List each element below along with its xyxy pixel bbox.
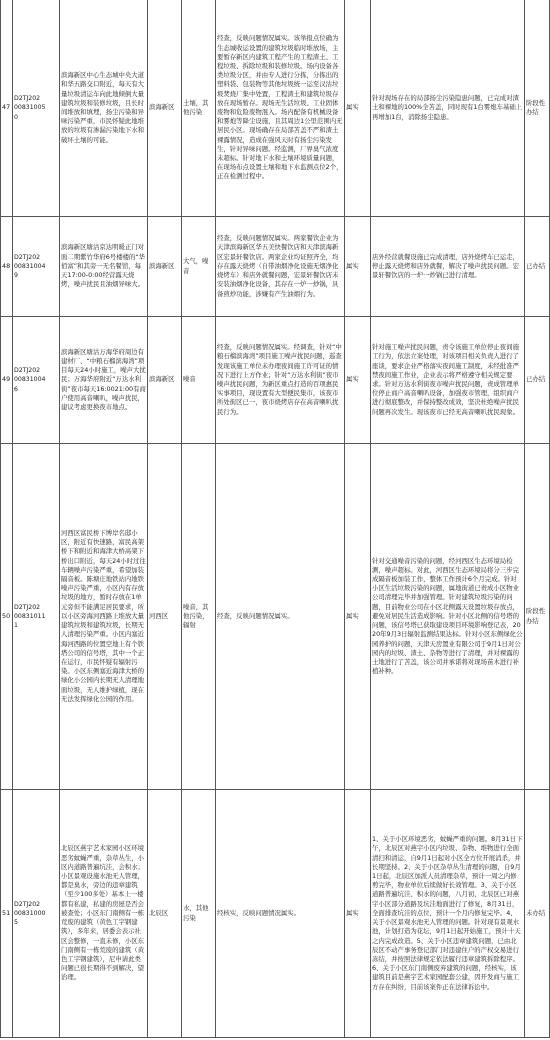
row-number: 47 — [1, 0, 13, 217]
completion-status: 未办结 — [525, 790, 550, 1038]
table-row-47 — [1, 0, 550, 217]
row-number: 48 — [1, 217, 13, 317]
case-id: D2TJ202 00831011 1 — [13, 444, 60, 790]
district: 滨海新区 — [148, 0, 182, 217]
case-id: D2TJ202 00831005 0 — [13, 0, 60, 217]
district: 滨海新区 — [148, 217, 182, 317]
pollution-type: 大气，噪音 — [182, 217, 216, 317]
district: 北辰区 — [148, 790, 182, 1038]
row-number: 49 — [1, 317, 13, 444]
complaint-description: 北辰区燕宇艺术家园小区环境恶劣蚊蝇严重，杂草丛生，小区内道路普遍坑洼，会积水；小区景观设施水池无人管理，都是臭水，旁边的违章建筑（至少100多处）基本上一楼都有私建，私建的房屋是否会被查处；小区东门南侧有一栋荒废的建筑（黄色工字钢建筑），多年来，居委会表示社区会整修，一直未修，小区东门南侧有一栋荒废的建筑（黄色工字钢建筑），尼申请此类问题已很长期得不到解决，望治理。 — [60, 790, 148, 1038]
case-id: D2TJ202 00831000 5 — [13, 790, 60, 1038]
verdict: 属实 — [345, 790, 371, 1038]
verdict: 属实 — [345, 317, 371, 444]
row-number: 51 — [1, 790, 13, 1038]
completion-status: 已办结 — [525, 317, 550, 444]
table-row-50 — [1, 444, 550, 790]
investigation-process: 经查，反映问题情况属实。 — [216, 444, 345, 790]
completion-status: 阶段性办结 — [525, 0, 550, 217]
handling-result: 针对施工噪声扰民问题，责令该施工单位停止夜间施工行为，依法立案处理，对该项目相关负责人进行了座谈，要求企业严格落实夜间施工制度，未经批准严禁夜间施工作业，企业表示将严格遵守相关规定要求。针对万达水利街夜市噪声扰民问题，责成管理单位停止商户高音喇叭设备，加强夜市管理，组织商户进行彻底整改，并保持整改成效，坚决杜绝噪声扰民问题再次发生。现该夜市已经无高音喇叭扰民现象。 — [371, 317, 525, 444]
verdict: 属实 — [345, 0, 371, 217]
completion-status: 阶段性办结 — [525, 444, 550, 790]
complaint-description: 滨海新区塘沽京达明暖正门对面二期紫竹华府6号楼楼的“华佰富”和其旁一无名餐馆，每天17:00-0:00经营露天烧烤，噪声扰民且油烟异味大。 — [60, 217, 148, 317]
table-row-48 — [1, 217, 550, 317]
investigation-process: 经核实，反映问题情况属实。 — [216, 790, 345, 1038]
case-id: D2TJ202 00831004 9 — [13, 217, 60, 317]
case-id: D2TJ202 00831004 6 — [13, 317, 60, 444]
handling-result: 店外经营就餐设施已完成清理，店外烧烤车已运走，停止露天烧烤和店外就餐，解决了噪声扰民问题。宏景轩餐饮店的一炉一炒锅已进行清理。 — [371, 217, 525, 317]
table-row-49 — [1, 317, 550, 444]
verdict: 属实 — [345, 217, 371, 317]
pollution-type: 噪音，其他污染，辐射 — [182, 444, 216, 790]
complaint-description: 滨海新区中心生态城中央大道和华五路交口附近，每天有大量垃圾清运车向此地倾倒大量建筑垃圾和装修垃圾，且长时间堆放和填埋，扬尘污染和异味污染严重，市民怀疑此地堆放的垃圾有渗漏污染地下水和破坏土壤的可能。 — [60, 0, 148, 217]
investigation-process: 经查，反映问题情况属实。经调查，针对“中粮石榴滨海湾”项目施工噪声扰民问题，巡查发现该施工单位未办理夜间施工许可证的情况下进行上方作业；针对“万达水利街”夜市噪声扰民问题，为新区重点打造的百项惠民实事项目，现设置有大型便民集市，该夜市所处街区已一，夜市烧烤店存在高音喇叭扰民行为。 — [216, 317, 345, 444]
handling-result: 针对现场存在的局部扬尘污染隐患问题，已完成对渣土和裸地的100%全苫盖，同时现有1台雾炮车基础上再增加1台，消除扬尘隐患。 — [371, 0, 525, 217]
verdict: 属实 — [345, 444, 371, 790]
handling-result: 1、关于小区环境恶劣，蚊蝇严重的问题。8月31日下午，北辰区对燕宇小区内垃圾、杂物、堆物进行全面清扫和清运，自9月1日起对小区全方位开展消杀，并长期坚持。2、关于小区杂草丛生清理的问题，自9月1日起，北辰区加派人员清理杂草，预计一周之内修剪完毕，物业单位后续做好长效管理。3、关于小区道路普遍坑洼、积水的问题，八月初，北辰区已对燕宇小区部分道路及坑洼地面进行了修复，8月31日，全面排查坑洼的点位，预计一个月内修复完毕。4、关于小区景观水池无人管理的问题。针对现有景观水池，计划打造为花坛，9月1日起开始施工，预计十天之内完成改造。5、关于小区违章建筑问题，已由北辰区不动产事务登记部门对违建住户的产权交易进行冻结，并按照法律规定依法履行违章建筑拆除程序。6、关于小区东门南侧废弃建筑的问题，经核实，该建筑目前是燕宇艺术家园配套公建，因开发商与施工方存在纠纷，目前该案件正在法律诉讼中。 — [371, 790, 525, 1038]
pollution-type: 水，其他污染 — [182, 790, 216, 1038]
row-number: 50 — [1, 444, 13, 790]
pollution-type: 土壤，其他污染 — [182, 0, 216, 217]
district: 滨海新区 — [148, 317, 182, 444]
complaint-description: 河西区富民桥下博岸名邸小区，附近有快速路，富民高架桥下和附近和海津大桥高架下桥出口附近，每天24小时过往车辆噪声污染严重，希望加装隔音板。陈塘庄地铁站内地铁噪声污染严重，小区内有存放垃圾的地方，暂时存放在1单元旁但不能满足居民要求，所以小区旁海河西路上堆放大量建筑垃圾和建筑垃圾，长期无人清理污染严重。小区内塞近海河西路的位置空地上有个铁塔公司的信号塔，其中一个正在运行，市民怀疑有辐射污染。小区东侧塞近海津大桥的绿化小公园内长期无人清理地面垃圾，无人维护绿植，现在无法发挥绿化公园的作用。 — [60, 444, 148, 790]
table-row-51 — [1, 790, 550, 1038]
pollution-type: 噪音 — [182, 317, 216, 444]
handling-result: 针对交通噪音污染的问题，经河西区生态环境局检测，噪声超标。对此，河西区生态环境局将分三步完成隔音板加装工作，整体工作预计6个月完成。针对小区生活垃圾污染的问题，属地街道已责成小区物业公司清理完毕并加强管理。针对建筑垃圾污染的问题，目前物业公司在小区北侧露天设置垃圾存放点，避免对居民生活造成影响。针对小区北侧的信号塔的问题，该信号塔已获取建设项目环境影响登记表，2020年9月3日辐射监测结果达标。针对小区东侧绿化公园养护的问题，天津天房置业有限公司于9月1日对公园内的垃圾、渣土、杂物等进行了清理，并对裸露的土地进行了苫盖，该公司并承诺将对现场苗木进行补植补种。 — [371, 444, 525, 790]
complaint-description: 滨海新区塘沽万海华府周边有建材厂、“中粮石榴滨海湾”项目每天24小时施工，噪声大扰民；万海华府附近“万达水利街”夜市每天16:0021:00有商户使用高音喇叭，噪声扰民，建议考虑更换夜市地点。 — [60, 317, 148, 444]
investigation-process: 经查，反映问题情况属实。该举报点位确为生态城收运设置的建筑垃圾临时堆放场，主要暂存新区内建筑工程产生的工程渣土、工程垃圾、拆除垃圾和装修垃圾。场内设备各类垃圾分区，并由专人进行分拣，分拣出的塑料袋、包装物等其他垃圾统一运至汉沽垃圾焚烧厂集中处置，工程渣土和建筑垃圾存放在现场暂存。现场无生活垃圾、工业固体废物和危险废物混入。场内配备有机械设备和雾炮等降尘设施，且其周边1公里范围内无居民小区。现场确存在局部苫盖不严和渣土裸露情况，造成在强风天时有扬尘污染发生，针对异味问题。经监测，厂界臭气浓度未超标。针对地下水和土壤环境质量问题，在现场布点设置土壤和地下水监测点位2个，正在检测过程中。 — [216, 0, 345, 217]
completion-status: 已办结 — [525, 217, 550, 317]
district: 河西区 — [148, 444, 182, 790]
investigation-process: 经查，反映问题情况属实。两家餐饮企业为天津滨海新区华五美快餐饮店和天津滨海新区宏景轩餐饮店。两家企业均证照齐全，均存在露天烧烤（自带油烟净化设施无烟净化烧烤车）和店外就餐问题，宏景轩餐饮店未安装油烟净化设备，其存在一炉一炒锅，具备煎炒功能，涉嫌有产生油烟行为。 — [216, 217, 345, 317]
